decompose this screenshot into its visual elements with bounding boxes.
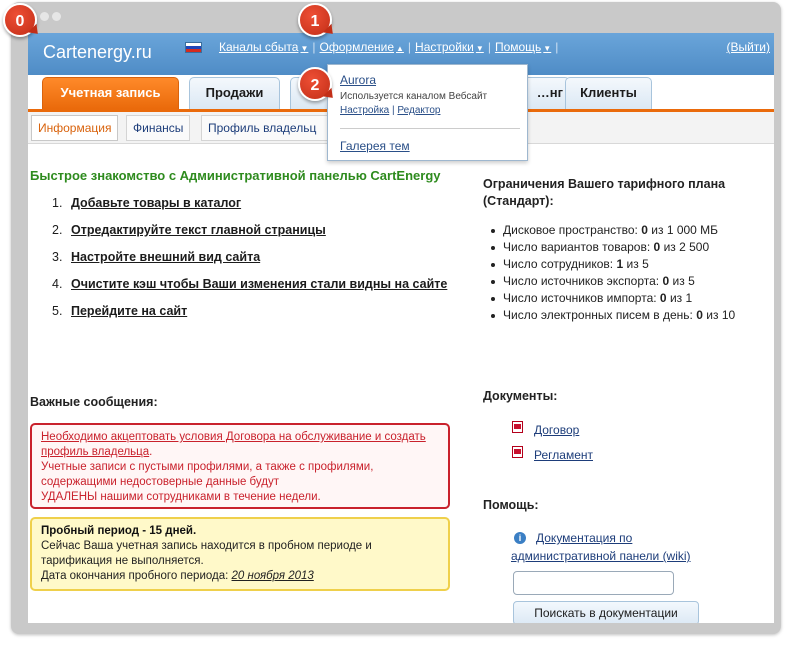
theme-gallery-link[interactable]: Галерея тем [340, 139, 410, 153]
step-link[interactable]: Перейдите на сайт [71, 304, 188, 318]
tab-sales[interactable]: Продажи [189, 77, 280, 109]
quickstart-step: 5. Перейдите на сайт [52, 304, 188, 318]
plan-limits-section [483, 176, 773, 324]
app-window [28, 33, 774, 623]
messages-title: Важные сообщения: [30, 395, 158, 409]
quickstart-step: 2. Отредактируйте текст главной страницы [52, 223, 326, 237]
subtab-info[interactable]: Информация [31, 115, 118, 141]
doc-contract-link[interactable]: Договор [534, 423, 580, 437]
limit-item: Число источников импорта: 0 из 1 [503, 290, 773, 307]
window-dot[interactable] [52, 12, 61, 21]
docs-search-button[interactable]: Поискать в документации [513, 601, 699, 623]
help-title: Помощь: [483, 498, 539, 512]
dropdown-divider [340, 128, 520, 129]
annotation-badge: 2 [298, 67, 332, 101]
chevron-down-icon: ▼ [300, 44, 309, 53]
step-link[interactable]: Настройте внешний вид сайта [71, 250, 261, 264]
quickstart-step: 3. Настройте внешний вид сайта [52, 250, 261, 264]
limit-item: Число сотрудников: 1 из 5 [503, 256, 773, 273]
limit-item: Число источников экспорта: 0 из 5 [503, 273, 773, 290]
quickstart-steps [30, 195, 450, 320]
annotation-badge: 1 [298, 3, 332, 37]
tab-marketing[interactable]: …нг [290, 77, 570, 109]
doc-regulations-link[interactable]: Регламент [534, 448, 593, 462]
alert-trial: Пробный период - 15 дней. Сейчас Ваша учетная запись находится в пробном периоде и тарификация не выполняется. Дата окончания пробного периода: 20 ноября 2013 [30, 517, 450, 591]
plan-limits-list [483, 222, 773, 324]
chevron-up-icon: ▲ [396, 44, 404, 53]
brand-logo[interactable]: Cartenergy.ru [43, 42, 152, 62]
step-link[interactable]: Добавьте товары в каталог [71, 196, 242, 210]
step-link[interactable]: Очистите кэш чтобы Ваши изменения стали видны на сайте [71, 277, 448, 291]
theme-actions-separator: | [392, 105, 395, 116]
info-icon: i [514, 532, 526, 544]
logout-link[interactable]: (Выйти) [726, 40, 770, 54]
trial-end-date: 20 ноября 2013 [231, 570, 314, 582]
top-nav [219, 40, 562, 54]
subtab-finance[interactable]: Финансы [126, 115, 190, 141]
pdf-icon [512, 421, 523, 433]
quickstart-step: 4. Очистите кэш чтобы Ваши изменения стали видны на сайте [52, 277, 448, 291]
plan-title: Ограничения Вашего тарифного плана (Стандарт): [483, 177, 726, 208]
theme-actions [340, 105, 440, 116]
docs-search-input[interactable] [513, 571, 674, 595]
limit-item: Число электронных писем в день: 0 из 10 [503, 307, 773, 324]
step-link[interactable]: Отредактируйте текст главной страницы [71, 223, 326, 237]
help-docs-link[interactable]: Документация по административной панели (wiki) [511, 531, 691, 563]
nav-help[interactable]: Помощь ▼ [494, 40, 552, 54]
theme-settings-link[interactable]: Настройка [340, 105, 390, 116]
pdf-icon [512, 446, 523, 458]
window-dot[interactable] [40, 12, 49, 21]
theme-usage-note: Используется каналом Вебсайт [340, 91, 488, 102]
nav-settings[interactable]: Настройки ▼ [415, 40, 484, 54]
nav-design[interactable]: Оформление ▲ [319, 40, 404, 54]
limit-item: Число вариантов товаров: 0 из 2 500 [503, 239, 773, 256]
accept-contract-link[interactable]: Необходимо акцептовать условия Договора на обслуживание и создать профиль владельца [41, 431, 426, 458]
tab-account[interactable]: Учетная запись [42, 77, 179, 109]
nav-separator: | [555, 40, 559, 54]
nav-separator: | [487, 40, 491, 54]
documents-title: Документы: [483, 389, 558, 403]
quickstart-step: 1. Добавьте товары в каталог [52, 196, 242, 210]
tab-clients[interactable]: Клиенты [565, 77, 652, 109]
nav-separator: | [312, 40, 316, 54]
limit-item: Дисковое пространство: 0 из 1 000 МБ [503, 222, 773, 239]
design-dropdown-menu [327, 64, 528, 161]
annotation-badge: 0 [3, 3, 37, 37]
chevron-down-icon: ▼ [543, 44, 552, 53]
quickstart-section [30, 166, 450, 330]
alert-contract: Необходимо акцептовать условия Договора на обслуживание и создать профиль владельца. Учетные записи с пустыми профилями, а также с профилями, содержащими недостоверные данные будут УДАЛЕНЫ нашими сотрудниками в течение недели. [30, 423, 450, 509]
trial-title: Пробный период - 15 дней. [41, 525, 197, 537]
theme-editor-link[interactable]: Редактор [397, 105, 441, 116]
nav-sales-channels[interactable]: Каналы сбыта ▼ [219, 40, 309, 54]
language-flag-icon[interactable] [185, 42, 202, 53]
nav-separator: | [407, 40, 412, 54]
theme-aurora-link[interactable]: Aurora [340, 73, 377, 87]
chevron-down-icon: ▼ [475, 44, 484, 53]
quickstart-title: Быстрое знакомство с Административной панелью CartEnergy [30, 168, 441, 183]
subtab-owner-profile[interactable]: Профиль владельц [201, 115, 331, 141]
